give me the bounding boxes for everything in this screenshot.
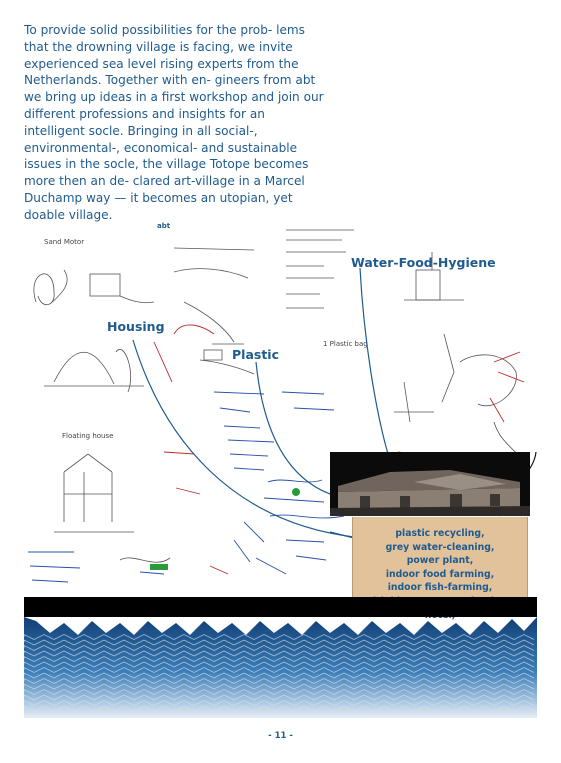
category-housing: Housing [107,319,165,334]
category-water-food-hygiene: Water-Food-Hygiene [351,255,496,270]
abt-note: abt [157,222,171,230]
list-item: plastic recycling, [395,528,485,539]
intro-paragraph: To provide solid possibilities for the prob- lems that the drowning village is facing, we invite experienced sea level rising experts from the Netherlands. Together with en- gineers from abt we bring up ideas in a first workshop and join our different professions and insights for an intelligent socle. Bringing in all social-, environmental-, economical- and sustainable issues in the socle, the village Totope becomes more then an de- clared art-village in a Marcel Duchamp way — it becomes an utopian, yet doable village. [24,23,324,222]
plastic-bag-note: 1 Plastic bag [323,340,368,348]
list-item: indoor fish-farming, [387,582,493,594]
list-item: power plant, [406,555,474,567]
village-photo [330,452,530,516]
list-item: grey water-cleaning, [385,541,495,553]
category-plastic: Plastic [232,347,279,362]
sand-motor-note: Sand Motor [44,238,85,246]
list-item: indoor food farming, [385,568,495,580]
page-number: - 11 - [268,731,293,741]
sea-illustration [24,597,537,718]
floating-house-note: Floating house [62,432,114,440]
